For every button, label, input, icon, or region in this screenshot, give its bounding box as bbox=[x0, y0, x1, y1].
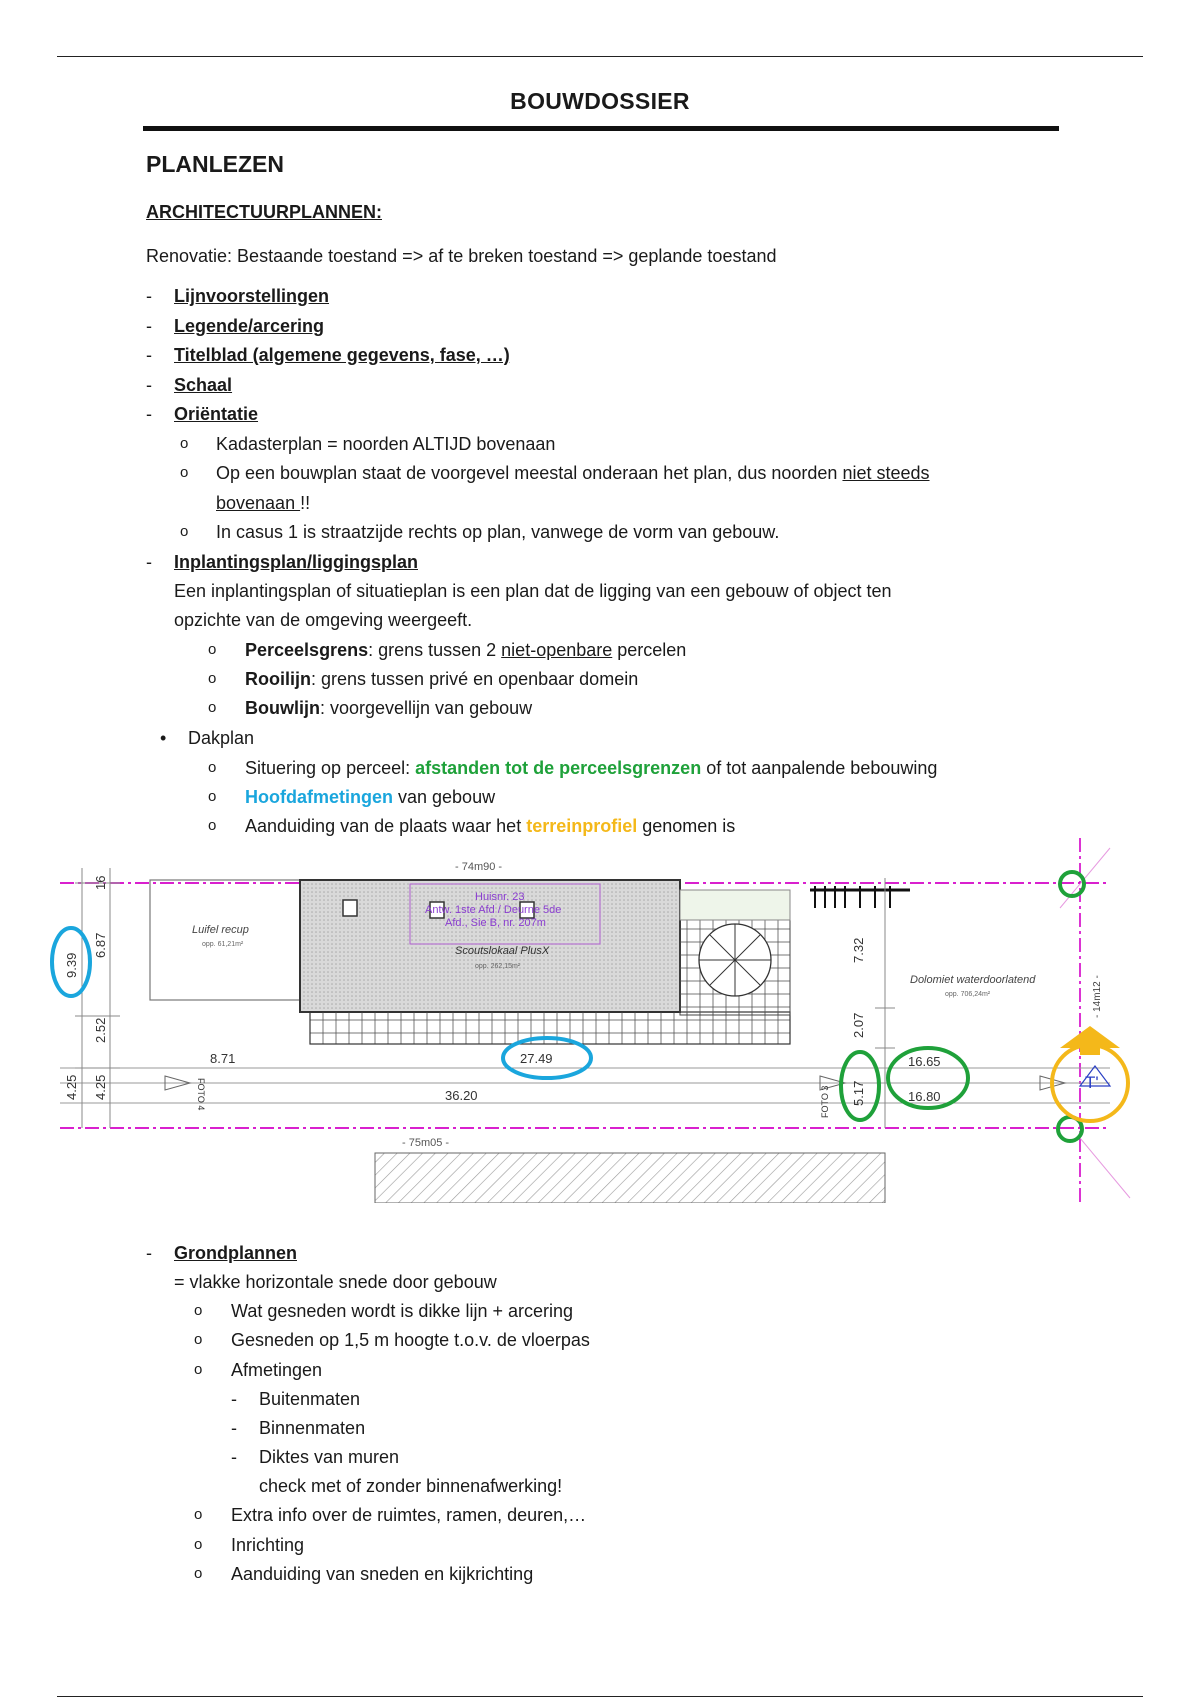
dash-bullet: - bbox=[146, 316, 152, 336]
bouwlijn-term: Bouwlijn bbox=[245, 698, 320, 718]
luifel-area: opp. 61,21m² bbox=[202, 941, 244, 948]
circle-bullet: o bbox=[180, 435, 189, 452]
site-plan-drawing bbox=[50, 838, 1150, 1203]
dim-4-25-outer: 4.25 bbox=[64, 1074, 79, 1100]
aanduiding-yellow: terreinprofiel bbox=[526, 816, 638, 836]
bouwplan-end: !! bbox=[300, 493, 311, 513]
circle-bullet: o bbox=[208, 699, 217, 716]
dash-bullet: - bbox=[231, 1447, 237, 1467]
dim-16-65: 16.65 bbox=[908, 1054, 941, 1069]
bouwplan-underline-2: bovenaan bbox=[216, 493, 301, 513]
kadaster-text: Kadasterplan = noorden ALTIJD bovenaan bbox=[216, 434, 556, 454]
inplanting-desc-2: opzichte van de omgeving weergeeft. bbox=[174, 610, 473, 630]
dolomiet-label: Dolomiet waterdoorlatend bbox=[910, 974, 1036, 986]
casus-text: In casus 1 is straatzijde rechts op plan, vanwege de vorm van gebouw. bbox=[216, 522, 780, 542]
dash-bullet: - bbox=[146, 1243, 152, 1263]
situering-a: Situering op perceel: bbox=[245, 758, 416, 778]
perceelsgrens-b: percelen bbox=[612, 640, 687, 660]
rooilijn-term: Rooilijn bbox=[245, 669, 311, 689]
perceelsgrens-text bbox=[245, 639, 686, 661]
binnenmaten: Binnenmaten bbox=[259, 1418, 366, 1438]
grond-item-4: Extra info over de ruimtes, ramen, deuren,… bbox=[231, 1505, 587, 1525]
dim-16: 16 bbox=[93, 875, 108, 890]
dash-bullet: - bbox=[146, 345, 152, 365]
dim-9-39: 9.39 bbox=[64, 952, 79, 978]
bouwlijn-text bbox=[245, 697, 532, 719]
grond-item-3: Afmetingen bbox=[231, 1360, 323, 1380]
dash-bullet: - bbox=[146, 375, 152, 395]
item-titelblad: Titelblad (algemene gegevens, fase, …) bbox=[174, 345, 510, 365]
grond-item-2: Gesneden op 1,5 m hoogte t.o.v. de vloerpas bbox=[231, 1330, 590, 1350]
inplanting-desc-1: Een inplantingsplan of situatieplan is een plan dat de ligging van een gebouw of object ten bbox=[174, 581, 892, 601]
dash-bullet: - bbox=[231, 1418, 237, 1438]
dim-5-17: 5.17 bbox=[851, 1080, 866, 1106]
circle-bullet: o bbox=[208, 670, 217, 687]
circle-bullet: o bbox=[194, 1302, 203, 1319]
section-title: PLANLEZEN bbox=[146, 151, 284, 177]
dim-2-52: 2.52 bbox=[93, 1017, 108, 1043]
title-underline-bar bbox=[143, 126, 1059, 131]
dash-bullet: - bbox=[231, 1389, 237, 1409]
grond-item-5: Inrichting bbox=[231, 1535, 305, 1555]
dolomiet-area: opp. 706,24m² bbox=[945, 991, 991, 998]
circle-bullet: o bbox=[194, 1536, 203, 1553]
circle-bullet: o bbox=[208, 817, 217, 834]
dash-bullet: - bbox=[146, 552, 152, 572]
luifel-label: Luifel recup bbox=[192, 924, 249, 936]
dim-14m12: - 14m12 - bbox=[1092, 975, 1103, 1018]
dim-8-71: 8.71 bbox=[210, 1051, 236, 1066]
document-title: BOUWDOSSIER bbox=[510, 88, 690, 114]
bouwplan-underline-1: niet steeds bbox=[842, 463, 930, 483]
bouwplan-text bbox=[216, 462, 930, 484]
item-lijnvoorstellingen: Lijnvoorstellingen bbox=[174, 286, 330, 306]
aanduiding-a: Aanduiding van de plaats waar het bbox=[245, 816, 527, 836]
circle-bullet: o bbox=[208, 788, 217, 805]
circle-bullet: o bbox=[208, 759, 217, 776]
item-orientatie: Oriëntatie bbox=[174, 404, 259, 424]
dash-bullet: - bbox=[146, 286, 152, 306]
renovatie-text: Renovatie: Bestaande toestand => af te breken toestand => geplande toestand bbox=[146, 246, 777, 266]
grond-item-6: Aanduiding van sneden en kijkrichting bbox=[231, 1564, 534, 1584]
top-rule bbox=[57, 56, 1143, 57]
dim-7-32: 7.32 bbox=[851, 937, 866, 963]
perceelsgrens-underline: niet-openbare bbox=[501, 640, 613, 660]
dim-4-25-inner: 4.25 bbox=[93, 1074, 108, 1100]
dim-27-49: 27.49 bbox=[520, 1051, 553, 1066]
top-dimension-label: - 74m90 - bbox=[455, 861, 503, 873]
perceelsgrens-term: Perceelsgrens bbox=[245, 640, 369, 660]
aanduiding-b: genomen is bbox=[637, 816, 736, 836]
hoofdafmetingen-b: van gebouw bbox=[393, 787, 496, 807]
item-grondplannen: Grondplannen bbox=[174, 1243, 297, 1263]
rooilijn-desc: : grens tussen privé en openbaar domein bbox=[311, 669, 639, 689]
foto-3-label: FOTO 3 bbox=[820, 1085, 830, 1118]
circle-bullet: o bbox=[208, 641, 217, 658]
grond-item-1: Wat gesneden wordt is dikke lijn + arcering bbox=[231, 1301, 573, 1321]
item-legende: Legende/arcering bbox=[174, 316, 325, 336]
bottom-dimension-label: - 75m05 - bbox=[402, 1137, 450, 1149]
dot-bullet: • bbox=[160, 728, 167, 748]
circle-bullet: o bbox=[194, 1506, 203, 1523]
afd-label: Afd., Sie B, nr. 207m bbox=[445, 917, 546, 929]
bottom-rule bbox=[57, 1696, 1143, 1697]
scouts-label: Scoutslokaal PlusX bbox=[455, 945, 550, 957]
dim-16-80: 16.80 bbox=[908, 1089, 941, 1104]
hoofdafmetingen-text bbox=[245, 786, 495, 808]
dash-bullet: - bbox=[146, 404, 152, 424]
perceelsgrens-a: : grens tussen 2 bbox=[368, 640, 502, 660]
dim-2-07: 2.07 bbox=[851, 1012, 866, 1038]
item-inplantingsplan: Inplantingsplan/liggingsplan bbox=[174, 552, 418, 572]
dim-36-20: 36.20 bbox=[445, 1088, 478, 1103]
bouwplan-text-a: Op een bouwplan staat de voorgevel meestal onderaan het plan, dus noorden bbox=[216, 463, 843, 483]
hoofdafmetingen-blue: Hoofdafmetingen bbox=[245, 787, 393, 807]
aanduiding-text bbox=[245, 815, 735, 837]
circle-bullet: o bbox=[180, 523, 189, 540]
dim-6-87: 6.87 bbox=[93, 932, 108, 958]
rooilijn-text bbox=[245, 668, 638, 690]
circle-bullet: o bbox=[194, 1361, 203, 1378]
situering-green: afstanden tot de perceelsgrenzen bbox=[415, 758, 702, 778]
item-schaal: Schaal bbox=[174, 375, 233, 395]
bouwplan-text-cont bbox=[216, 492, 310, 514]
antw-label: Antw. 1ste Afd / Deurne 5de bbox=[425, 904, 562, 916]
dakplan-title: Dakplan bbox=[188, 728, 255, 748]
situering-b: of tot aanpalende bebouwing bbox=[701, 758, 938, 778]
huisnr-label: Huisnr. 23 bbox=[475, 891, 525, 903]
circle-bullet: o bbox=[194, 1331, 203, 1348]
grondplannen-def: = vlakke horizontale snede door gebouw bbox=[174, 1272, 497, 1292]
situering-text bbox=[245, 757, 937, 779]
foto-4-label: FOTO 4 bbox=[196, 1078, 206, 1111]
bouwlijn-desc: : voorgevellijn van gebouw bbox=[320, 698, 533, 718]
subsection-title: ARCHITECTUURPLANNEN: bbox=[146, 202, 382, 222]
diktes: Diktes van muren bbox=[259, 1447, 400, 1467]
scouts-area: opp. 262,15m² bbox=[475, 963, 521, 970]
check-text: check met of zonder binnenafwerking! bbox=[259, 1476, 563, 1496]
circle-bullet: o bbox=[194, 1565, 203, 1582]
circle-bullet: o bbox=[180, 464, 189, 481]
t-prime-label: T' bbox=[1085, 1073, 1099, 1092]
buitenmaten: Buitenmaten bbox=[259, 1389, 361, 1409]
